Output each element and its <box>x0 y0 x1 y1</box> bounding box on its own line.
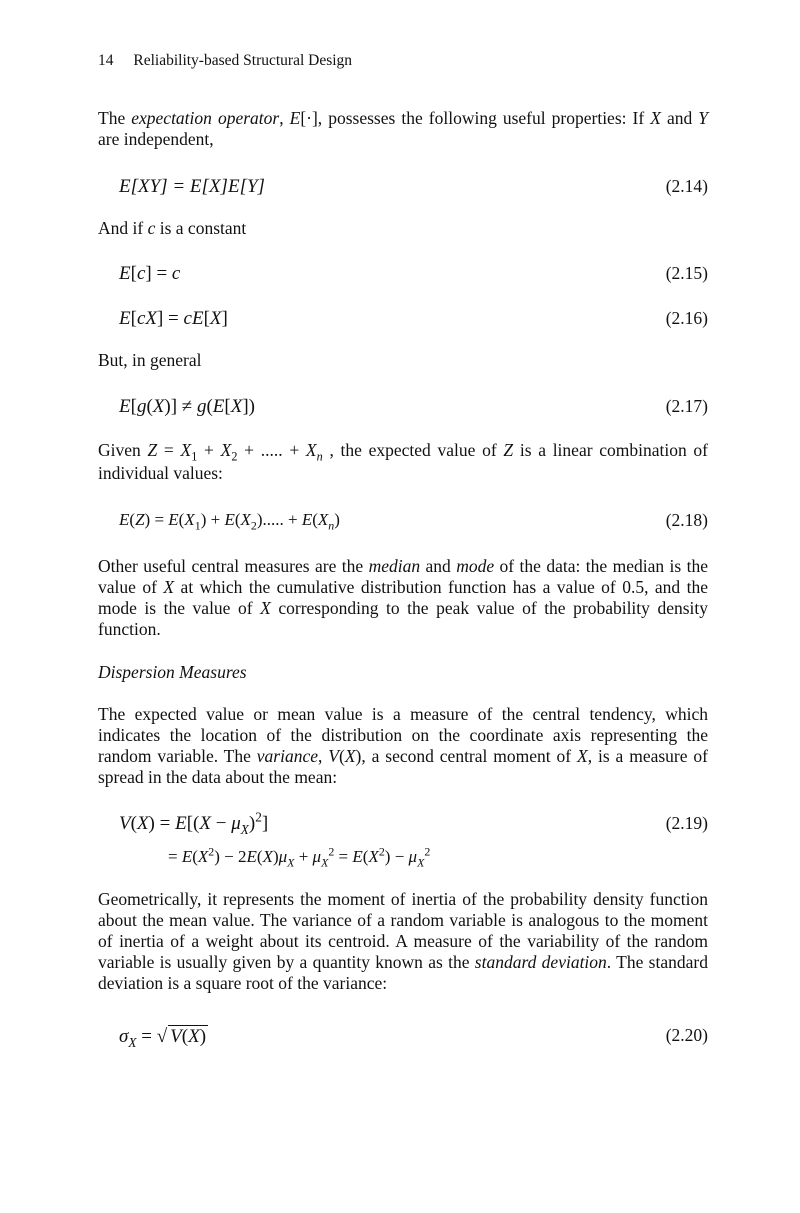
equation-2-19: $V(X) = E[(X - \mu_X)^2]$ (2.19) <box>119 809 708 837</box>
equation-2-16: E[cX] = cE[X] (2.16) <box>119 308 708 329</box>
paragraph-constant: And if c is a constant <box>98 218 247 238</box>
equation-number: (2.19) <box>665 813 708 833</box>
equation-2-20: $\sigma_X$ = √ V(X) (2.20) <box>119 1025 708 1050</box>
paragraph-geometric: Geometrically, it represents the moment of inertia of the probability density function about the mean value. The variance of a random variable is analogous to the moment of inertia of a weight about its centroid. A measure of the variability of the random variable is usually given by a quantity known as the standard deviation. The standard deviation is a square root of the variance: <box>98 889 708 993</box>
page-number: 14 <box>98 52 114 69</box>
paragraph-dispersion: The expected value or mean value is a measure of the central tendency, which indicates the location of the distribution on the coordinate axis representing the random variable. The variance, V(X), a second central moment of X, is a measure of spread in the data about the mean: <box>98 704 709 787</box>
equation-2-14: E[XY] = E[X]E[Y] (2.14) <box>119 176 708 197</box>
paragraph-linear-combination: Given $Z = X_1 + X_2$ + ..... + $X_n$ , the expected value of Z is a linear combination of individual values: <box>98 440 709 483</box>
running-header <box>98 52 352 70</box>
paragraph-median-mode: Other useful central measures are the median and mode of the data: the median is the value of X at which the cumulative distribution function has a value of 0.5, and the mode is the value of X corresponding to the peak value of the probability density function. <box>98 556 709 639</box>
equation-number: (2.16) <box>665 308 708 328</box>
equation-number: (2.20) <box>665 1025 708 1045</box>
running-title: Reliability-based Structural Design <box>133 52 353 69</box>
equation-number: (2.15) <box>665 263 708 283</box>
paragraph-expectation-operator: The expectation operator, E[·], possesses the following useful properties: If X and Y are independent, <box>98 108 708 149</box>
equation-2-15: E[c] = c (2.15) <box>119 263 708 284</box>
equation-number: (2.14) <box>665 176 708 196</box>
paragraph-in-general: But, in general <box>98 350 202 370</box>
equation-2-18: $E(Z) = E(X_1) + E(X_2)$..... + $E(X_n)$ (2.18) <box>119 510 708 533</box>
equation-2-19-line-2: = $E(X^2) - 2E(X)\mu_X + \mu_X^2 = E(X^2) - \mu_X^2$ <box>168 844 431 870</box>
equation-2-17: E[g(X)] ≠ g(E[X]) (2.17) <box>119 396 708 417</box>
equation-number: (2.18) <box>665 510 708 530</box>
equation-number: (2.17) <box>665 396 708 416</box>
section-heading: Dispersion Measures <box>98 662 247 682</box>
